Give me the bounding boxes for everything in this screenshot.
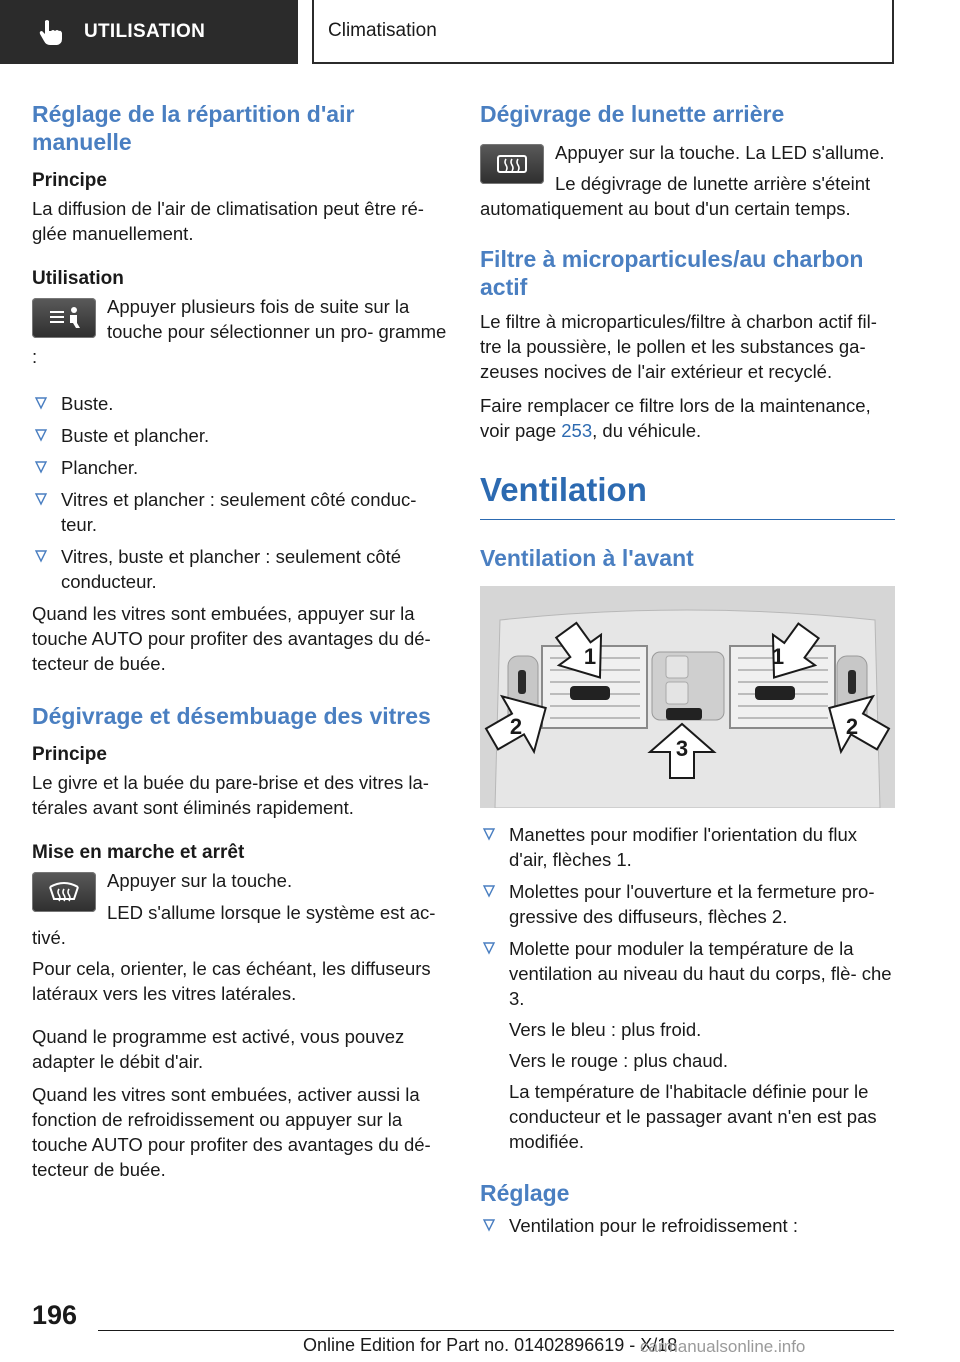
triangle-bullet-icon	[482, 939, 496, 957]
paragraph-rear-auto-off: Le dégivrage de lunette arrière s'éteint automatiquement au bout d'un certain temps.	[480, 173, 871, 219]
page-link[interactable]: 253	[561, 420, 593, 441]
front-defrost-button-icon	[32, 872, 96, 912]
list-item: Vitres et plancher : seulement côté conduc‐ teur.	[32, 487, 447, 537]
footer-edition: Online Edition for Part no. 01402896619 - X/18	[303, 1335, 678, 1355]
paragraph-orient: Pour cela, orienter, le cas échéant, les diffuseurs latéraux vers les vitres latérales.	[32, 958, 431, 1004]
callout-1-left: 1	[583, 644, 597, 669]
section-title: UTILISATION	[84, 21, 206, 42]
heading-filter: Filtre à microparticules/au charbon actif	[480, 246, 864, 300]
list-item: Manettes pour modifier l'orientation du flux d'air, flèches 1.	[480, 822, 895, 872]
hand-pointer-icon	[36, 17, 66, 47]
right-column	[480, 100, 895, 1245]
blue-note: Vers le bleu : plus froid.	[509, 1019, 702, 1040]
footer-divider	[98, 1330, 894, 1331]
triangle-bullet-icon	[482, 1216, 496, 1234]
utilisation-block	[32, 294, 447, 369]
paragraph-replace-filter: Faire remplacer ce filtre lors de la maintenance, voir page 253, du véhicule.	[480, 395, 871, 441]
paragraph-principe: La diffusion de l'air de climatisation peut être ré‐ glée manuellement.	[32, 198, 424, 244]
header-section-tab	[0, 0, 298, 64]
rear-window-defrost-button-icon	[480, 144, 544, 184]
callout-1-right: 1	[771, 644, 785, 669]
paragraph-program-active: Quand le programme est activé, vous pouvez adapter le débit d'air.	[32, 1026, 405, 1072]
watermark: carmanualsonline.info	[640, 1337, 806, 1356]
list-item: Vitres, buste et plancher : seulement côté conducteur.	[32, 544, 447, 594]
heading-reglage: Réglage	[480, 1180, 570, 1206]
on-off-block	[32, 868, 447, 950]
list-item: Molettes pour l'ouverture et la fermeture pro‐ gressive des diffuseurs, flèches 2.	[480, 879, 895, 929]
list-item: Molette pour moduler la température de la ventilation au niveau du haut du corps, flè‐ che 3. Vers le bleu : plus froid. Vers le rouge : plus chaud. La température de l'habitacle définie pour le conducteur et le passager avant n'en est pas modifiée.	[480, 936, 895, 1154]
paragraph-utilisation: Appuyer plusieurs fois de suite sur la touche pour sélectionner un pro‐ gramme :	[32, 296, 447, 367]
heading-rear-defrost: Dégivrage de lunette arrière	[480, 101, 785, 127]
paragraph-press-button: Appuyer sur la touche.	[107, 870, 293, 891]
subheading-utilisation: Utilisation	[32, 268, 124, 289]
triangle-bullet-icon	[34, 458, 48, 476]
callout-3: 3	[675, 736, 689, 761]
subheading-on-off: Mise en marche et arrêt	[32, 842, 245, 863]
paragraph-filter: Le filtre à microparticules/filtre à charbon actif fil‐ tre la poussière, le pollen et les substances ga‐ zeuses nocives de l'air extérieur et recyclé.	[480, 311, 877, 382]
reglage-list	[480, 1213, 895, 1238]
red-note: Vers le rouge : plus chaud.	[509, 1050, 729, 1071]
heading-front-ventilation: Ventilation à l'avant	[480, 545, 694, 571]
list-item: Ventilation pour le refroidissement :	[480, 1213, 895, 1238]
triangle-bullet-icon	[482, 825, 496, 843]
paragraph-rear-press: Appuyer sur la touche. La LED s'allume.	[555, 142, 885, 163]
heading-ventilation: Ventilation	[480, 471, 895, 520]
callout-2-right: 2	[845, 714, 859, 739]
callout-2-left: 2	[509, 714, 523, 739]
chapter-title: Climatisation	[328, 20, 437, 41]
paragraph-cooling-note: Quand les vitres sont embuées, activer aussi la fonction de refroidissement ou appuyer sur la touche AUTO pour profiter des avantages du dé‐ tecteur de buée.	[32, 1084, 431, 1180]
list-item: Buste.	[32, 391, 447, 416]
page-number: 196	[32, 1300, 78, 1330]
paragraph-principe-2: Le givre et la buée du pare-brise et des vitres la‐ térales avant sont éliminés rapidement.	[32, 772, 429, 818]
temperature-note: La température de l'habitacle définie pour le conducteur et le passager avant n'en est pas modifiée.	[509, 1081, 877, 1152]
subheading-principe-2: Principe	[32, 744, 107, 765]
vent-controls-list	[480, 822, 895, 1154]
paragraph-auto-note: Quand les vitres sont embuées, appuyer sur la touche AUTO pour profiter des avantages du dé‐ tecteur de buée.	[32, 603, 431, 674]
triangle-bullet-icon	[34, 394, 48, 412]
heading-defrost-windows: Dégivrage et désembuage des vitres	[32, 703, 431, 729]
triangle-bullet-icon	[482, 882, 496, 900]
header-chapter-box	[312, 0, 894, 64]
paragraph-led-on: LED s'allume lorsque le système est ac‐ tivé.	[32, 902, 436, 948]
heading-manual-air-distribution: Réglage de la répartition d'air manuelle	[32, 101, 355, 155]
triangle-bullet-icon	[34, 490, 48, 508]
program-list	[32, 391, 447, 594]
list-item: Plancher.	[32, 455, 447, 480]
rear-defrost-block	[480, 140, 895, 221]
triangle-bullet-icon	[34, 547, 48, 565]
left-column	[32, 100, 447, 1182]
list-item: Buste et plancher.	[32, 423, 447, 448]
triangle-bullet-icon	[34, 426, 48, 444]
subheading-principe: Principe	[32, 170, 107, 191]
front-vents-illustration	[480, 586, 895, 808]
air-distribution-button-icon	[32, 298, 96, 338]
